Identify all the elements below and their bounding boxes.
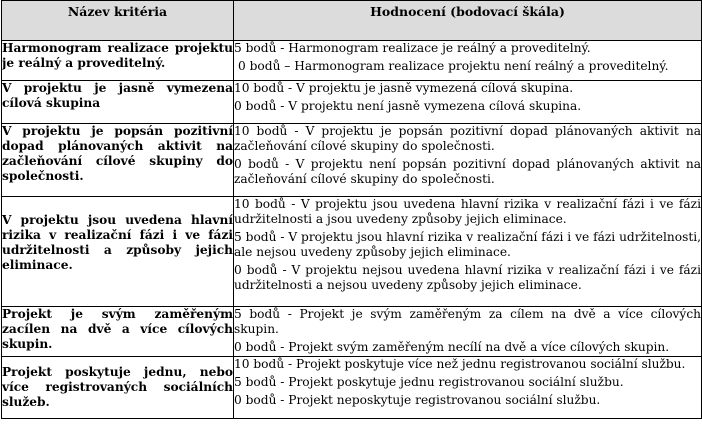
table-row [2,81,702,124]
scoring-cell [234,124,702,197]
criterion-cell: V projektu je jasně vymezena cílová skupina [2,81,234,124]
criterion-cell: V projektu jsou uvedena hlavní rizika v realizační fázi i ve fázi udržitelnosti a způsoby jejich eliminace. [2,197,234,307]
table-header-row [2,1,702,41]
header-scoring-scale: Hodnocení (bodovací škála) [234,1,702,41]
scoring-cell [234,81,702,124]
table-row [2,41,702,81]
criterion-cell: Projekt je svým zaměřeným zacílen na dvě a více cílových skupin. [2,307,234,357]
table-row [2,124,702,197]
scoring-option: 5 bodů - Projekt poskytuje jednu registrovanou sociální službu. [234,375,624,389]
scoring-option: 0 bodů - Projekt svým zaměřeným necílí na dvě a více cílových skupin. [234,340,670,354]
scoring-option: 0 bodů - V projektu není popsán pozitivní dopad plánovaných aktivit na začleňování cílové skupiny do společnosti. [234,157,701,186]
scoring-option: 0 bodů – Harmonogram realizace projektu není reálný a proveditelný. [238,59,669,73]
table-row [2,357,702,419]
scoring-option: 10 bodů - V projektu jsou uvedena hlavní rizika v realizační fázi i ve fázi udržitelnosti a jsou uvedeny způsoby jejich eliminace. [234,197,701,226]
scoring-option: 5 bodů - V projektu jsou hlavní rizika v realizační fázi i ve fázi udržitelnosti, ale nejsou uvedeny způsoby jejich eliminace. [234,230,701,259]
scoring-option: 0 bodů - V projektu není jasně vymezena cílová skupina. [234,99,582,113]
scoring-cell [234,41,702,81]
scoring-cell [234,307,702,357]
criteria-table [1,0,702,419]
header-criterion-name: Název kritéria [2,1,234,41]
scoring-cell [234,197,702,307]
criterion-cell: Projekt poskytuje jednu, nebo více registrovaných sociálních služeb. [2,357,234,419]
table-row [2,197,702,307]
scoring-option: 5 bodů - Harmonogram realizace je reálný a proveditelný. [234,41,591,55]
scoring-option: 5 bodů - Projekt je svým zaměřeným za cílem na dvě a více cílových skupin. [234,307,701,336]
scoring-option: 10 bodů - V projektu je jasně vymezená cílová skupina. [234,81,574,95]
scoring-option: 10 bodů - V projektu je popsán pozitivní dopad plánovaných aktivit na začleňování cílové skupiny do společnosti. [234,124,701,153]
scoring-option: 0 bodů - V projektu nejsou uvedena hlavní rizika v realizační fázi i ve fázi udržitelnosti a nejsou uvedeny způsoby jejich eliminace. [234,263,701,292]
scoring-option: 0 bodů - Projekt neposkytuje registrovanou sociální službu. [234,393,601,407]
scoring-option: 10 bodů - Projekt poskytuje více než jednu registrovanou sociální službu. [234,357,686,371]
criterion-cell: Harmonogram realizace projektu je reálný a proveditelný. [2,41,234,81]
scoring-cell [234,357,702,419]
criterion-cell: V projektu je popsán pozitivní dopad plánovaných aktivit na začleňování cílové skupiny do společnosti. [2,124,234,197]
table-row [2,307,702,357]
